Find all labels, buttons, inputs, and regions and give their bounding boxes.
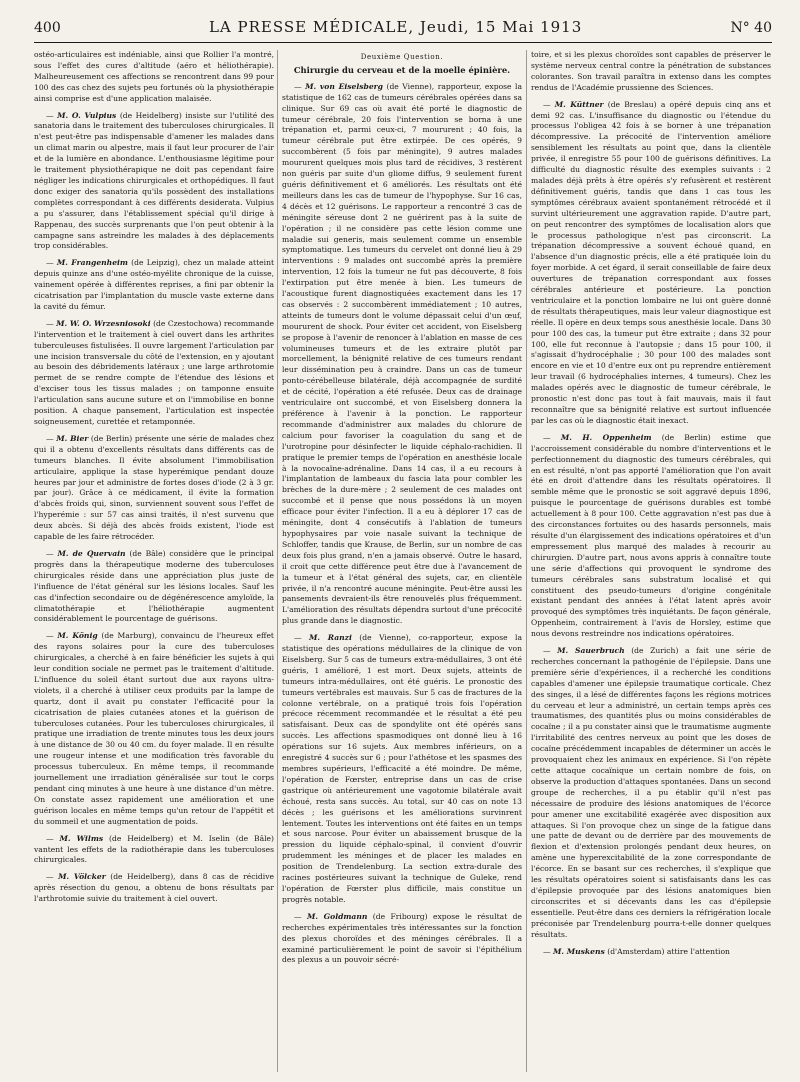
paragraph-text: (de Vienne), rapporteur, expose la statistique de 162 cas de tumeurs cérébrales opérées dans sa clinique. Sur 69 cas où avait été porté le diagnostic de tumeur cérébrale, 20 fois l'intervention se borna à une trépanation et, parmi ceux-ci, 7 moururent ; 40 fois, la tumeur cérébrale put être extirpée. De ces opérés, 9 succombèrent (5 fois par méningite), 9 autres malades moururent quelques mois plus tard de récidives, 3 restèrent non guéris par suite d'un gliome diffus, 9 seulement furent guéris définitivement et 6 améliorés. Les résultats ont été meilleurs dans les cas de tumeur de l'hypophyse. Sur 16 cas, 4 décès et 12 guérisons. Le rapporteur a rencontré 3 cas de méningite séreuse dont 2 ne guérirent pas à la suite de l'opération ; il ne considère pas cette lésion comme une maladie sui generis, mais seulement comme un ensemble symptomatique. Les tumeurs du cervelet ont donné lieu à 29 interventions : 9 malades ont succombé après la première intervention, 12 fois la tumeur ne fut pas découverte, 8 fois l'extirpation put être menée à bien. Les tumeurs de l'acoustique furent diagnostiquées exactement dans les 17 cas observés : 2 succombèrent immédiatement ; 10 autres, atteints de tumeurs dont le volume dépassait celui d'un œuf, moururent de shock. Pour éviter cet accident, von Eiselsberg se propose à l'avenir de renoncer à l'ablation en masse de ces volumineuses tumeurs et de les extraire plutôt par morcellement, la bénignité relative de ces tumeurs rendant leur dissémination peu à craindre. Dans un cas de tumeur ponto-cérébelleuse bilatérale, déjà accompagnée de surdité et de cécité, l'opération a été refusée. Deux cas de drainage ventriculaire ont succombé, et von Eiselsberg donnera la préférence à l'avenir à la ponction. Le rapporteur recommande d'administrer aux malades du chlorure de calcium pour favoriser la coagulation du sang et de l'urotropine pour désinfecter le liquide céphalo-rachidien. Il pratique le premier temps de l'opération en anesthésie locale à la novocaïne-adrénaline. Dans 14 cas, il a eu recours à l'implantation de lambeaux du fascia lata pour combler les brèches de la dure-mère ; 2 seulement de ces malades ont succombé et il pense que nous possédons là un moyen efficace pour éviter l'infection. Il a eu à déplorer 17 cas de méningite, dont 4 consécutifs à l'ablation de tumeurs hypophysaires par voie nasale suivant la technique de Schloffer, tandis que Krause, de Berlin, sur un nombre de cas deux fois plus grand, n'en a jamais observé. Outre le hasard, il croit que cette différence peut être due à l'avancement de la tumeur et à l'état général des sujets, car, en clientèle privée, il n'a rencontré aucune méningite. Peut-être aussi les pansements devraient-ils être renouvelés plus fréquemment. L'amélioration des résultats dépendra surtout d'une précocité plus grande dans le diagnostic.: [282, 81, 522, 626]
paragraph: — M. Bier (de Berlin) présente une série de malades chez qui il a obtenu d'excellents résultats dans différents cas de tumeurs blanches. Il évite absolument l'immobilisation articulaire, applique la stase hyperémique pendant douze heures par jour et administre de fortes doses d'iode (2 à 3 gr. par jour). Grâce à ce médicament, il évite la formation d'abcès froids qui, sinon, surviennent souvent sous l'effet de l'hyperémie : sur 57 cas ainsi traités, il n'est survenu que deux abcès. Si déjà des abcès froids existent, l'iode est capable de les faire rétrocéder.: [34, 433, 274, 542]
author-name: M. Frangenheim: [56, 258, 128, 268]
author-name: M. O. Vulpius: [57, 110, 117, 120]
section-title: Chirurgie du cerveau et de la moelle épinière.: [293, 64, 511, 75]
paragraph-text: (de Vienne), co-rapporteur, expose la statistique des opérations médullaires de la clinique de von Eiselsberg. Sur 5 cas de tumeurs extra-médullaires, 3 ont été guéris, 1 amélioré, 1 est mort. Deux sujets, atteints de tumeurs intra-médullaires, ont été guéris. Le pronostic des tumeurs vertébrales est mauvais. Sur 5 cas de fractures de la colonne vertébrale, on a pratiqué trois fois l'opération précoce récemment recommandée et le résultat a été peu satisfaisant. Deux cas de spondylite ont été opérés sans succès. Les affections spasmodiques ont donné lieu à 16 opérations sur 16 sujets. Aux membres inférieurs, on a enregistré 4 succès sur 6 ; pour l'athétose et les spasmes des membres supérieurs, l'efficacité a été moindre. De même, l'opération de Fœrster, entreprise dans un cas de crise gastrique où antérieurement une vagotomie bilatérale avait échoué, resta sans succès. Au total, sur 40 cas on note 13 décès ; les guérisons et les améliorations survinrent lentement. Toutes les interventions ont été faites en un temps et sous narcose. Pour éviter un abaissement brusque de la pression du liquide céphalo-spinal, il convient d'ouvrir prudemment les méninges et de placer les malades en position de Trendelenburg. La section extra-durale des racines postérieures suivant la technique de Guleke, rend l'opération de Fœrster plus difficile, mais constitue un progrès notable.: [282, 633, 522, 904]
author-name: M. H. Oppenheim: [560, 432, 652, 442]
author-name: M. Wilms: [59, 833, 104, 843]
column-right: [531, 50, 771, 1072]
column-divider: [277, 50, 278, 1072]
column-middle: [282, 50, 522, 1072]
paragraph-text: ostéo-articulaires est indéniable, ainsi que Rollier l'a montré, sous l'effet des cures d'altitude (aéro et héliothérapie). Malheureusement ces affections se rencontrent dans 99 pour 100 des cas chez des sujets peu fortunés où la physiothérapie ainsi comprise est d'une application malaisée.: [34, 50, 274, 103]
paragraph: — M. Sauerbruch (de Zurich) a fait une série de recherches concernant la pathogénie de l'épilepsie. Dans une première série d'expériences, il a recherché les conditions capables d'amener une épilepsie traumatique corticale. Chez des singes, il a lésé de différentes façons les régions motrices du cerveau et leur a administré, un certain temps après ces traumatismes, des quantités plus ou moins considérables de cocaïne ; il a pu constater ainsi que le traumatisme augmente l'irritabilité des centres nerveux au point que les doses de cocaïne précédemment incapables de déterminer un accès le provoquaient chez les animaux en expérience. Si l'on répète cette attaque cocaïnique un certain nombre de fois, on observe la production d'attaques spontanées. Dans un second groupe de recherches, il a pu établir qu'il n'est pas nécessaire de produire des lésions anatomiques de l'écorce pour amener une excitabilité exagérée avec disposition aux attaques. Si l'on provoque chez un singe de la fatigue dans une patte de devant ou de derrière par des mouvements de flexion et d'extension prolongés pendant deux heures, on amène une hyperexcitabilité de la zone correspondante de l'écorce. En se basant sur ces recherches, il s'explique que les résultats opératoires soient si satisfaisants dans les cas d'épilepsie provoquée par des lésions anatomiques bien circonscrites et si décevants dans les cas d'épilepsie essentielle. Peut-être dans ces derniers la réfrigération locale préconisée par Trendelenburg pourra-t-elle donner quelques résultats.: [531, 646, 771, 939]
paragraph: — M. Völcker (de Heidelberg), dans 8 cas de récidive après résection du genou, a obtenu de bons résultats par l'arthrotomie suivie du traitement à ciel ouvert.: [34, 872, 274, 904]
paragraph: — M. Wilms (de Heidelberg) et M. Iselin (de Bâle) vantent les effets de la radiothérapie dans les tuberculoses chirurgicales.: [34, 833, 274, 865]
author-name: M. de Quervain: [57, 548, 126, 558]
paragraph-text: (de Heidelberg) insiste sur l'utilité des sanatoria dans le traitement des tuberculoses chirurgicales. Il n'est peut-être pas indispensable d'amener les malades dans un climat marin ou alpestre, mais il faut leur procurer de l'air et de la lumière en abondance. L'enthousiasme légitime pour le traitement physiothérapique ne doit pas cependant faire négliger les indications chirurgicales et orthopédiques. Il faut donc exiger des sanatoria qu'ils possèdent des installations complètes correspondant à ces différents desiderata. Vulpius a pu s'assurer, dans l'établissement spécial qu'il dirige à Rappenau, des succès surprenants que l'on peut obtenir à la campagne sans astreindre les malades à des déplacements trop considérables.: [34, 110, 274, 251]
paragraph-text: (de Leipzig), chez un malade atteint depuis quinze ans d'une ostéo-myélite chronique de la cuisse, vainement opérée à différentes reprises, a fini par obtenir la cicatrisation par l'implantation du muscle vaste externe dans la cavité du fémur.: [34, 258, 274, 311]
page-number: 400: [34, 20, 61, 36]
paragraph-text: (de Zurich) a fait une série de recherches concernant la pathogénie de l'épilepsie. Dans une première série d'expériences, il a recherché les conditions capables d'amener une épilepsie traumatique corticale. Chez des singes, il a lésé de différentes façons les régions motrices du cerveau et leur a administré, un certain temps après ces traumatismes, des quantités plus ou moins considérables de cocaïne ; il a pu constater ainsi que le traumatisme augmente l'irritabilité des centres nerveux au point que les doses de cocaïne précédemment incapables de déterminer un accès le provoquaient chez les animaux en expérience. Si l'on répète cette attaque cocaïnique un certain nombre de fois, on observe la production d'attaques spontanées. Dans un second groupe de recherches, il a pu établir qu'il n'est pas nécessaire de produire des lésions anatomiques de l'écorce pour amener une excitabilité exagérée avec disposition aux attaques. Si l'on provoque chez un singe de la fatigue dans une patte de devant ou de derrière par des mouvements de flexion et d'extension prolongés pendant deux heures, on amène une hyperexcitabilité de la zone correspondante de l'écorce. En se basant sur ces recherches, il s'explique que les résultats opératoires soient si satisfaisants dans les cas d'épilepsie provoquée par des lésions anatomiques bien circonscrites et si décevants dans les cas d'épilepsie essentielle. Peut-être dans ces derniers la réfrigération locale préconisée par Trendelenburg pourra-t-elle donner quelques résultats.: [531, 646, 771, 939]
paragraph: — M. Küttner (de Breslau) a opéré depuis cinq ans et demi 92 cas. L'insuffisance du diagnostic ou l'étendue du processus l'obligea 42 fois à se borner à une trépanation décompressive. La précocité de l'intervention améliore sensiblement les résultats au point que, dans la clientèle privée, il enregistre 55 pour 100 de guérisons définitives. La difficulté du diagnostic résulte des exemples suivants : 2 malades déjà prêts à être opérés s'y refusèrent et restèrent définitivement guéris, tandis que dans 1 cas tous les symptômes cérébraux avaient spontanément rétrocédé et il survint ultérieurement une aggravation rapide. D'autre part, on peut rencontrer des symptômes de localisation alors que le processus pathologique n'est pas circonscrit. La trépanation décompressive a souvent échoué quand, en l'absence d'un diagnostic précis, elle a été pratiquée loin du foyer morbide. A cet égard, il serait conseillable de faire deux ouvertures de trépanation correspondant aux fosses cérébrales antérieure et postérieure. La ponction ventriculaire et la ponction lombaire ne lui ont guère donné de résultats thérapeutiques, mais leur valeur diagnostique est réelle. Il opère en deux temps sous anesthésie locale. Dans 30 pour 100 des cas, la tumeur put être extraite ; dans 32 pour 100, elle fut reconnue à l'autopsie ; dans 15 pour 100, il s'agissait d'hydrocéphalie ; 30 pour 100 des malades sont encore en vie et 10 d'entre eux ont pu reprendre entièrement leur travail (6 hydrocéphalies internes, 4 tumeurs). Chez les malades opérés avec le diagnostic de tumeur cérébrale, le pronostic n'est donc pas tout à fait mauvais, mais il faut reconnaître que sa bénignité relative est surtout influencée par les cas où le diagnostic était inexact.: [531, 99, 771, 425]
section-body: [282, 82, 522, 967]
paragraph: — M. Muskens (d'Amsterdam) attire l'attention: [543, 946, 730, 956]
header-rule: [34, 42, 772, 43]
paragraph: — M. Goldmann (de Fribourg) expose le résultat de recherches expérimentales très intéressantes sur la fonction des plexus choroïdes et des méninges cérébrales. Il a examiné particulièrement le point de savoir si l'épithélium des plexus a un pouvoir sécré-: [282, 911, 522, 965]
paragraph: — M. König (de Marburg), convaincu de l'heureux effet des rayons solaires pour la cure des tuberculoses chirurgicales, a cherché à en faire bénéficier les sujets à qui leur condition sociale ne permet pas le traitement d'altitude. L'influence du soleil étant surtout due aux rayons ultra-violets, il a cherché à utiliser ceux produits par la lampe de quartz, dont il avait pu constater l'efficacité pour la cicatrisation de plaies cutanées atones et la guérison de tuberculoses cutanées. Pour les tuberculoses chirurgicales, il pratique une irradiation de trente minutes tous les deux jours à une distance de 30 ou 40 cm. du foyer malade. Il en résulte une rougeur intense et une modification très favorable du processus tuberculeux. En même temps, il recommande journellement une irradiation généralisée sur tout le corps pendant cinq minutes à une heure à une distance d'un mètre. On constate assez rapidement une amélioration et une guérison locales en même temps qu'un retour de l'appétit et du sommeil et une augmentation de poids.: [34, 631, 274, 826]
paragraph-text: (d'Amsterdam) attire l'attention: [604, 946, 730, 956]
author-name: M. W. O. Wrzesniosoki: [56, 318, 151, 328]
author-name: M. Ranzi: [309, 633, 352, 643]
paragraph: — M. de Quervain (de Bâle) considère que le principal progrès dans la thérapeutique moderne des tuberculoses chirurgicales réside dans une appréciation plus juste de l'influence de l'état général sur les lésions locales. Sauf les cas d'infection secondaire ou de dégénérescence amyloïde, la climatothérapie et l'héliothérapie augmentent considérablement le pourcentage de guérisons.: [34, 548, 274, 624]
paragraph: — M. Ranzi (de Vienne), co-rapporteur, expose la statistique des opérations médullaires de la clinique de von Eiselsberg. Sur 5 cas de tumeurs extra-médullaires, 3 ont été guéris, 1 amélioré, 1 est mort. Deux sujets, atteints de tumeurs intra-médullaires, ont été guéris. Le pronostic des tumeurs vertébrales est mauvais. Sur 5 cas de fractures de la colonne vertébrale, on a pratiqué trois fois l'opération précoce récemment recommandée et le résultat a été peu satisfaisant. Deux cas de spondylite ont été opérés sans succès. Les affections spasmodiques ont donné lieu à 16 opérations sur 16 sujets. Aux membres inférieurs, on a enregistré 4 succès sur 6 ; pour l'athétose et les spasmes des membres supérieurs, l'efficacité a été moindre. De même, l'opération de Fœrster, entreprise dans un cas de crise gastrique où antérieurement une vagotomie bilatérale avait échoué, resta sans succès. Au total, sur 40 cas on note 13 décès ; les guérisons et les améliorations survinrent lentement. Toutes les interventions ont été faites en un temps et sous narcose. Pour éviter un abaissement brusque de la pression du liquide céphalo-spinal, il convient d'ouvrir prudemment les méninges et de placer les malades en position de Trendelenburg. La section extra-durale des racines postérieures suivant la technique de Guleke, rend l'opération de Fœrster plus difficile, mais constitue un progrès notable.: [282, 633, 522, 904]
paragraph-text: (de Fribourg) expose le résultat de recherches expérimentales très intéressantes sur la fonction des plexus choroïdes et des méninges cérébrales. Il a examiné particulièrement le point de savoir si l'épithélium des plexus a un pouvoir sécré-: [282, 911, 522, 965]
author-name: M. Goldmann: [306, 911, 368, 921]
author-name: M. Muskens: [553, 946, 605, 956]
paragraph-text: toire, et si les plexus choroïdes sont capables de préserver le système nerveux central contre la pénétration de substances colorantes. Son travail paraîtra in extenso dans les comptes rendus de l'Académie prussienne des Sciences.: [531, 50, 771, 92]
paragraph: — M. W. O. Wrzesniosoki (de Czestochowa) recommande l'intervention et le traitement à ciel ouvert dans les arthrites tuberculeuses fistulisées. Il ouvre largement l'articulation par une incision transversale du côté de l'extension, en y ajoutant au besoin des débridements latéraux ; une large arthrotomie permet de se rendre compte de l'étendue des lésions et d'exciser tous les tissus malades ; on tamponne ensuite l'articulation sans aucune suture et on l'immobilise en bonne position. A chaque pansement, l'articulation est inspectée soigneusement, curettée et retamponnée.: [34, 318, 274, 426]
paragraph: — M. von Eiselsberg (de Vienne), rapporteur, expose la statistique de 162 cas de tumeurs cérébrales opérées dans sa clinique. Sur 69 cas où avait été porté le diagnostic de tumeur cérébrale, 20 fois l'intervention se borna à une trépanation et, parmi ceux-ci, 7 moururent ; 40 fois, la tumeur cérébrale put être extirpée. De ces opérés, 9 succombèrent (5 fois par méningite), 9 autres malades moururent quelques mois plus tard de récidives, 3 restèrent non guéris par suite d'un gliome diffus, 9 seulement furent guéris définitivement et 6 améliorés. Les résultats ont été meilleurs dans les cas de tumeur de l'hypophyse. Sur 16 cas, 4 décès et 12 guérisons. Le rapporteur a rencontré 3 cas de méningite séreuse dont 2 ne guérirent pas à la suite de l'opération ; il ne considère pas cette lésion comme une maladie sui generis, mais seulement comme un ensemble symptomatique. Les tumeurs du cervelet ont donné lieu à 29 interventions : 9 malades ont succombé après la première intervention, 12 fois la tumeur ne fut pas découverte, 8 fois l'extirpation put être menée à bien. Les tumeurs de l'acoustique furent diagnostiquées exactement dans les 17 cas observés : 2 succombèrent immédiatement ; 10 autres, atteints de tumeurs dont le volume dépassait celui d'un œuf, moururent de shock. Pour éviter cet accident, von Eiselsberg se propose à l'avenir de renoncer à l'ablation en masse de ces volumineuses tumeurs et de les extraire plutôt par morcellement, la bénignité relative de ces tumeurs rendant leur dissémination peu à craindre. Dans un cas de tumeur ponto-cérébelleuse bilatérale, déjà accompagnée de surdité et de cécité, l'opération a été refusée. Deux cas de drainage ventriculaire ont succombé, et von Eiselsberg donnera la préférence à l'avenir à la ponction. Le rapporteur recommande d'administrer aux malades du chlorure de calcium pour favoriser la coagulation du sang et de l'urotropine pour désinfecter le liquide céphalo-rachidien. Il pratique le premier temps de l'opération en anesthésie locale à la novocaïne-adrénaline. Dans 14 cas, il a eu recours à l'implantation de lambeaux du fascia lata pour combler les brèches de la dure-mère ; 2 seulement de ces malades ont succombé et il pense que nous possédons là un moyen efficace pour éviter l'infection. Il a eu à déplorer 17 cas de méningite, dont 4 consécutifs à l'ablation de tumeurs hypophysaires par voie nasale suivant la technique de Schloffer, tandis que Krause, de Berlin, sur un nombre de cas deux fois plus grand, n'en a jamais observé. Outre le hasard, il croit que cette différence peut être due à l'avancement de la tumeur et à l'état général des sujets, car, en clientèle privée, il n'a rencontré aucune méningite. Peut-être aussi les pansements devraient-ils être renouvelés plus fréquemment. L'amélioration des résultats dépendra surtout d'une précocité plus grande dans le diagnostic.: [282, 81, 522, 626]
paragraph-text: (de Heidelberg) et M. Iselin (de Bâle) vantent les effets de la radiothérapie dans les tuberculoses chirurgicales.: [34, 833, 274, 865]
paragraph: — M. H. Oppenheim (de Berlin) estime que l'accroissement considérable du nombre d'interventions et le perfectionnement du diagnostic des tumeurs cérébrales, qui en est résulté, n'ont pas apporté l'amélioration que l'on avait été en droit d'attendre dans les résultats opératoires. Il semble même que le pronostic se soit aggravé depuis 1896, puisque le pourcentage de guérisons durables est tombé actuellement à 8 pour 100. Cette aggravation n'est pas due à des circonstances fortuites ou des hasards personnels, mais résulte d'un élargissement des indications opératoires et d'un empressement plus marqué des malades à recourir au chirurgien. D'autre part, nous avons appris à connaître toute une série d'affections qui provoquent le syndrome des tumeurs cérébrales sans substratum localisé et qui constituent des pseudo-tumeurs d'origine congénitale existant pendant des années à l'état latent après avoir provoqué des symptômes très inquiétants. De façon générale, Oppenheim, contrairement à l'avis de Horsley, estime que nous devons restreindre nos indications opératoires.: [531, 432, 771, 639]
paragraph-text: (de Marburg), convaincu de l'heureux effet des rayons solaires pour la cure des tuberculoses chirurgicales, a cherché à en faire bénéficier les sujets à qui leur condition sociale ne permet pas le traitement d'altitude. L'influence du soleil étant surtout due aux rayons ultra-violets, il a cherché à utiliser ceux produits par la lampe de quartz, dont il avait pu constater l'efficacité pour la cicatrisation de plaies cutanées atones et la guérison de tuberculoses cutanées. Pour les tuberculoses chirurgicales, il pratique une irradiation de trente minutes tous les deux jours à une distance de 30 ou 40 cm. du foyer malade. Il en résulte une rougeur intense et une modification très favorable du processus tuberculeux. En même temps, il recommande journellement une irradiation généralisée sur tout le corps pendant cinq minutes à une heure à une distance d'un mètre. On constate assez rapidement une amélioration et une guérison locales en même temps qu'un retour de l'appétit et du sommeil et une augmentation de poids.: [34, 631, 274, 826]
author-name: M. Bier: [56, 433, 89, 443]
page-header: [34, 18, 772, 40]
column-left: [34, 50, 274, 1072]
paragraph: — M. Frangenheim (de Leipzig), chez un malade atteint depuis quinze ans d'une ostéo-myélite chronique de la cuisse, vainement opérée à différentes reprises, a fini par obtenir la cicatrisation par l'implantation du muscle vaste externe dans la cavité du fémur.: [34, 258, 274, 311]
paragraph-continued: [34, 50, 274, 105]
paragraph-text: (de Berlin) estime que l'accroissement considérable du nombre d'interventions et le perfectionnement du diagnostic des tumeurs cérébrales, qui en est résulté, n'ont pas apporté l'amélioration que l'on avait été en droit d'attendre dans les résultats opératoires. Il semble même que le pronostic se soit aggravé depuis 1896, puisque le pourcentage de guérisons durables est tombé actuellement à 8 pour 100. Cette aggravation n'est pas due à des circonstances fortuites ou des hasards personnels, mais résulte d'un élargissement des indications opératoires et d'un empressement plus marqué des malades à recourir au chirurgien. D'autre part, nous avons appris à connaître toute une série d'affections qui provoquent le syndrome des tumeurs cérébrales sans substratum localisé et qui constituent des pseudo-tumeurs d'origine congénitale existant pendant des années à l'état latent après avoir provoqué des symptômes très inquiétants. De façon générale, Oppenheim, contrairement à l'avis de Horsley, estime que nous devons restreindre nos indications opératoires.: [531, 432, 771, 639]
author-name: M. Sauerbruch: [557, 646, 625, 656]
author-name: M. Küttner: [554, 99, 604, 109]
issue-number: N° 40: [730, 20, 772, 36]
paragraph-continued: [531, 50, 771, 94]
section-label: Deuxième Question.: [360, 53, 444, 61]
paragraph-text: (de Berlin) présente une série de malades chez qui il a obtenu d'excellents résultats dans différents cas de tumeurs blanches. Il évite absolument l'immobilisation articulaire, applique la stase hyperémique pendant douze heures par jour et administre de fortes doses d'iode (2 à 3 gr. par jour). Grâce à ce médicament, il évite la formation d'abcès froids qui, sinon, surviennent souvent sous l'effet de l'hyperémie : sur 57 cas ainsi traités, il n'est survenu que deux abcès. Si déjà des abcès froids existent, l'iode est capable de les faire rétrocéder.: [34, 433, 274, 542]
paragraph: — M. O. Vulpius (de Heidelberg) insiste sur l'utilité des sanatoria dans le traitement des tuberculoses chirurgicales. Il n'est peut-être pas indispensable d'amener les malades dans un climat marin ou alpestre, mais il faut leur procurer de l'air et de la lumière en abondance. L'enthousiasme légitime pour le traitement physiothérapique ne doit pas cependant faire négliger les indications chirurgicales et orthopédiques. Il faut donc exiger des sanatoria qu'ils possèdent des installations complètes correspondant à ces différents desiderata. Vulpius a pu s'assurer, dans l'établissement spécial qu'il dirige à Rappenau, des succès surprenants que l'on peut obtenir à la campagne sans astreindre les malades à des déplacements trop considérables.: [34, 110, 274, 251]
column-divider: [526, 50, 527, 1072]
paragraph-text: (de Breslau) a opéré depuis cinq ans et demi 92 cas. L'insuffisance du diagnostic ou l'étendue du processus l'obligea 42 fois à se borner à une trépanation décompressive. La précocité de l'intervention améliore sensiblement les résultats au point que, dans la clientèle privée, il enregistre 55 pour 100 de guérisons définitives. La difficulté du diagnostic résulte des exemples suivants : 2 malades déjà prêts à être opérés s'y refusèrent et restèrent définitivement guéris, tandis que dans 1 cas tous les symptômes cérébraux avaient spontanément rétrocédé et il survint ultérieurement une aggravation rapide. D'autre part, on peut rencontrer des symptômes de localisation alors que le processus pathologique n'est pas circonscrit. La trépanation décompressive a souvent échoué quand, en l'absence d'un diagnostic précis, elle a été pratiquée loin du foyer morbide. A cet égard, il serait conseillable de faire deux ouvertures de trépanation correspondant aux fosses cérébrales antérieure et postérieure. La ponction ventriculaire et la ponction lombaire ne lui ont guère donné de résultats thérapeutiques, mais leur valeur diagnostique est réelle. Il opère en deux temps sous anesthésie locale. Dans 30 pour 100 des cas, la tumeur put être extraite ; dans 32 pour 100, elle fut reconnue à l'autopsie ; dans 15 pour 100, il s'agissait d'hydrocéphalie ; 30 pour 100 des malades sont encore en vie et 10 d'entre eux ont pu reprendre entièrement leur travail (6 hydrocéphalies internes, 4 tumeurs). Chez les malades opérés avec le diagnostic de tumeur cérébrale, le pronostic n'est donc pas tout à fait mauvais, mais il faut reconnaître que sa bénignité relative est surtout influencée par les cas où le diagnostic était inexact.: [531, 99, 771, 425]
author-name: M. König: [57, 631, 98, 641]
paragraph-text: (de Bâle) considère que le principal progrès dans la thérapeutique moderne des tuberculoses chirurgicales réside dans une appréciation plus juste de l'influence de l'état général sur les lésions locales. Sauf les cas d'infection secondaire ou de dégénérescence amyloïde, la climatothérapie et l'héliothérapie augmentent considérablement le pourcentage de guérisons.: [34, 548, 274, 624]
author-name: M. von Eiselsberg: [305, 81, 383, 91]
journal-title: LA PRESSE MÉDICALE, Jeudi, 15 Mai 1913: [208, 18, 583, 36]
author-name: M. Völcker: [58, 872, 106, 882]
paragraph-text: (de Heidelberg), dans 8 cas de récidive après résection du genou, a obtenu de bons résultats par l'arthrotomie suivie du traitement à ciel ouvert.: [34, 872, 274, 904]
paragraph-text: (de Czestochowa) recommande l'intervention et le traitement à ciel ouvert dans les arthrites tuberculeuses fistulisées. Il ouvre largement l'articulation par une incision transversale du côté de l'extension, en y ajoutant au besoin des débridements latéraux ; une large arthrotomie permet de se rendre compte de l'étendue des lésions et d'exciser tous les tissus malades ; on tamponne ensuite l'articulation sans aucune suture et on l'immobilise en bonne position. A chaque pansement, l'articulation est inspectée soigneusement, curettée et retamponnée.: [34, 318, 274, 426]
